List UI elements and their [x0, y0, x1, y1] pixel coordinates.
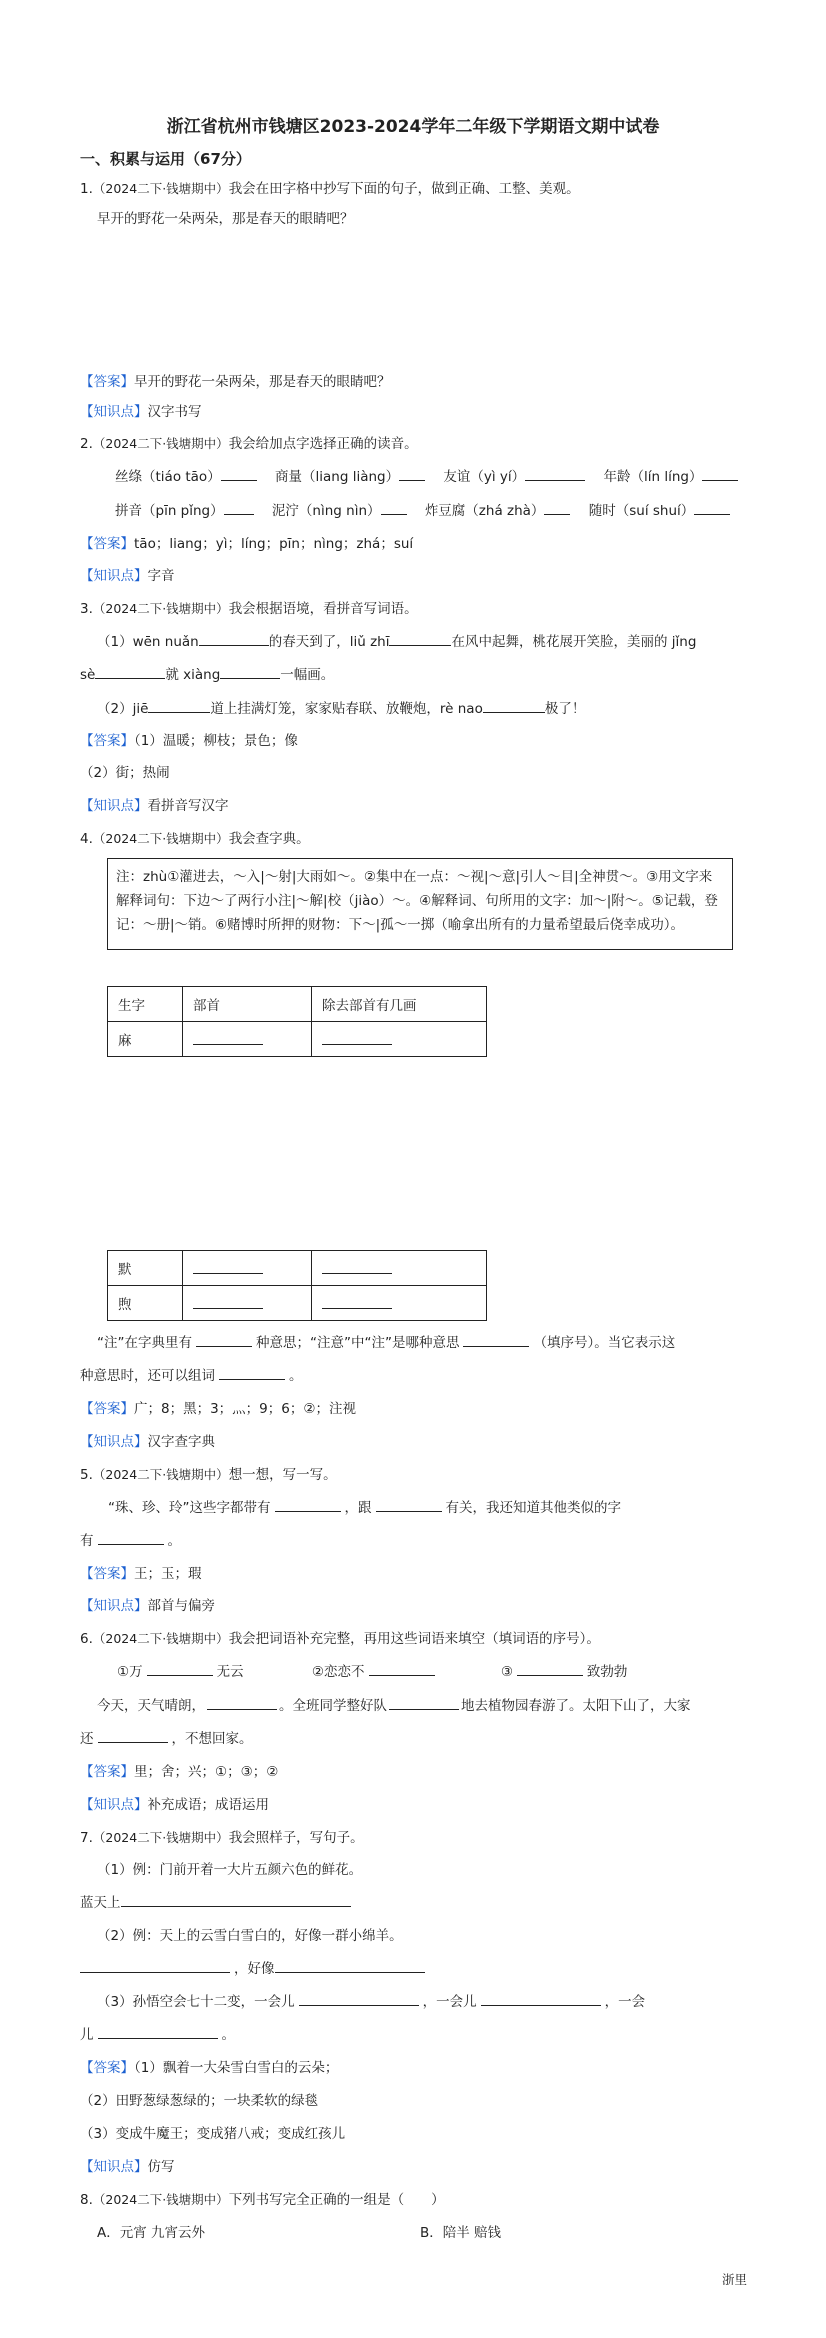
- dictionary-note: 注：zhù①灌进去，～入|～射|大雨如～。②集中在一点：～视|～意|引人～目|全神贯～。③用文字来解释词句：下边～了两行小注|～解|校（jiào）～。④解释词、句所用的文字：加～|附～。⑤记载，登记：～册|～销。⑥赌博时所押的财物：下～|孤～一掷（喻拿出所有的力量希望最后侥幸成功）。: [116, 869, 718, 933]
- question-1: 1.（2024二下·钱塘期中）我会在田字格中抄写下面的句子，做到正确、工整、美观。: [80, 181, 580, 197]
- question-5: 5.（2024二下·钱塘期中）想一想，写一写。: [80, 1467, 337, 1483]
- dictionary-table-top: [107, 986, 487, 1057]
- q7-fill-1: 蓝天上: [80, 1891, 351, 1911]
- q6-knowledge: 【知识点】补充成语；成语运用: [80, 1797, 269, 1813]
- q7-answer-2: （2）田野葱绿葱绿的；一块柔软的绿毯: [80, 2093, 319, 2109]
- q3-answer-2: （2）街；热闹: [80, 765, 170, 781]
- q2-answer: 【答案】tāo；liang；yì；líng；pīn；nìng；zhá；suí: [80, 536, 414, 552]
- answer-blank[interactable]: [312, 1251, 487, 1286]
- q3-line-3: （2）jiē 道上挂满灯笼，家家贴春联、放鞭炮，rè nao 极了！: [97, 697, 585, 717]
- q7-answer-3: （3）变成牛魔王；变成猪八戒；变成红孩儿: [80, 2126, 346, 2142]
- dictionary-note-box: [107, 858, 733, 950]
- question-8: 8.（2024二下·钱塘期中）下列书写完全正确的一组是（ ）: [80, 2192, 445, 2208]
- q2-row-2: 拼音（pīn pǐng） 泥泞（nìng nìn） 炸豆腐（zhá zhà） 随时（suí shuí）: [115, 499, 730, 519]
- table-header: 生字: [108, 987, 183, 1022]
- q5-line-2: 有 。: [80, 1529, 181, 1549]
- q1-knowledge: 【知识点】汉字书写: [80, 404, 202, 420]
- table-header: 部首: [183, 987, 312, 1022]
- q1-sentence: 早开的野花一朵两朵，那是春天的眼睛吧？: [97, 211, 354, 227]
- q4-answer: 【答案】广；8；黑；3；灬；9；6；②；注视: [80, 1401, 356, 1417]
- q3-knowledge: 【知识点】看拼音写汉字: [80, 798, 229, 814]
- question-7: 7.（2024二下·钱塘期中）我会照样子，写句子。: [80, 1830, 364, 1846]
- q4-knowledge: 【知识点】汉字查字典: [80, 1434, 215, 1450]
- dictionary-table-bottom: [107, 1250, 487, 1321]
- q6-words: ①万 无云 ②恋恋不 ③ 致勃勃: [117, 1660, 627, 1680]
- q7-answer: 【答案】（1）飘着一大朵雪白雪白的云朵；: [80, 2060, 339, 2076]
- question-2: 2.（2024二下·钱塘期中）我会给加点字选择正确的读音。: [80, 436, 418, 452]
- q5-knowledge: 【知识点】部首与偏旁: [80, 1598, 215, 1614]
- q7-example-3: （3）孙悟空会七十二变，一会儿 ，一会儿 ，一会: [97, 1990, 645, 2010]
- q3-line-1: （1）wēn nuǎn 的春天到了，liǔ zhī 在风中起舞，桃花展开笑脸，美丽的 jǐng: [97, 630, 696, 650]
- q5-answer: 【答案】王；玉；瑕: [80, 1566, 202, 1582]
- answer-blank[interactable]: [312, 1286, 487, 1321]
- question-6: 6.（2024二下·钱塘期中）我会把词语补充完整，再用这些词语来填空（填词语的序号）。: [80, 1631, 600, 1647]
- q4-fill-line-2: 种意思时，还可以组词 。: [80, 1364, 303, 1384]
- page-footer: 浙里: [722, 2272, 748, 2287]
- q6-answer: 【答案】里；舍；兴；①；③；②: [80, 1764, 279, 1780]
- q2-row-1: 丝绦（tiáo tāo） 商量（liang liàng） 友谊（yì yí） 年龄（lín líng）: [115, 465, 738, 485]
- q7-knowledge: 【知识点】仿写: [80, 2159, 175, 2175]
- q7-example-2: （2）例：天上的云雪白雪白的，好像一群小绵羊。: [97, 1928, 403, 1944]
- answer-blank[interactable]: [183, 1286, 312, 1321]
- q7-example-1: （1）例：门前开着一大片五颜六色的鲜花。: [97, 1862, 363, 1878]
- q8-option-b[interactable]: B．陪半 赔钱: [420, 2225, 502, 2241]
- answer-blank[interactable]: [183, 1251, 312, 1286]
- page-title: 浙江省杭州市钱塘区2023-2024学年二年级下学期语文期中试卷: [166, 117, 660, 137]
- q7-fill-3: 儿 。: [80, 2023, 235, 2043]
- q3-line-2: sè 就 xiàng 一幅画。: [80, 663, 334, 683]
- answer-blank[interactable]: [183, 1022, 312, 1057]
- q7-fill-2: ，好像: [80, 1957, 425, 1977]
- q4-fill-line-1: “注”在字典里有 种意思；“注意”中“注”是哪种意思 （填序号）。当它表示这: [97, 1331, 675, 1351]
- table-cell-char: 默: [108, 1251, 183, 1286]
- q6-line-2: 还 ，不想回家。: [80, 1727, 253, 1747]
- table-cell-char: 麻: [108, 1022, 183, 1057]
- section-heading: 一、积累与运用（67分）: [80, 150, 251, 168]
- q3-answer: 【答案】（1）温暖；柳枝；景色；像: [80, 733, 298, 749]
- q8-option-a[interactable]: A．元宵 九宵云外: [97, 2225, 206, 2241]
- question-4: 4.（2024二下·钱塘期中）我会查字典。: [80, 831, 310, 847]
- q6-line-1: 今天，天气晴朗， 。全班同学整好队 地去植物园春游了。太阳下山了，大家: [97, 1694, 691, 1714]
- q1-answer: 【答案】早开的野花一朵两朵，那是春天的眼睛吧？: [80, 374, 391, 390]
- q2-knowledge: 【知识点】字音: [80, 568, 175, 584]
- answer-blank[interactable]: [312, 1022, 487, 1057]
- table-cell-char: 煦: [108, 1286, 183, 1321]
- question-3: 3.（2024二下·钱塘期中）我会根据语境，看拼音写词语。: [80, 601, 418, 617]
- table-header: 除去部首有几画: [312, 987, 487, 1022]
- q5-line-1: “珠、珍、玲”这些字都带有 ，跟 有关，我还知道其他类似的字: [108, 1496, 621, 1516]
